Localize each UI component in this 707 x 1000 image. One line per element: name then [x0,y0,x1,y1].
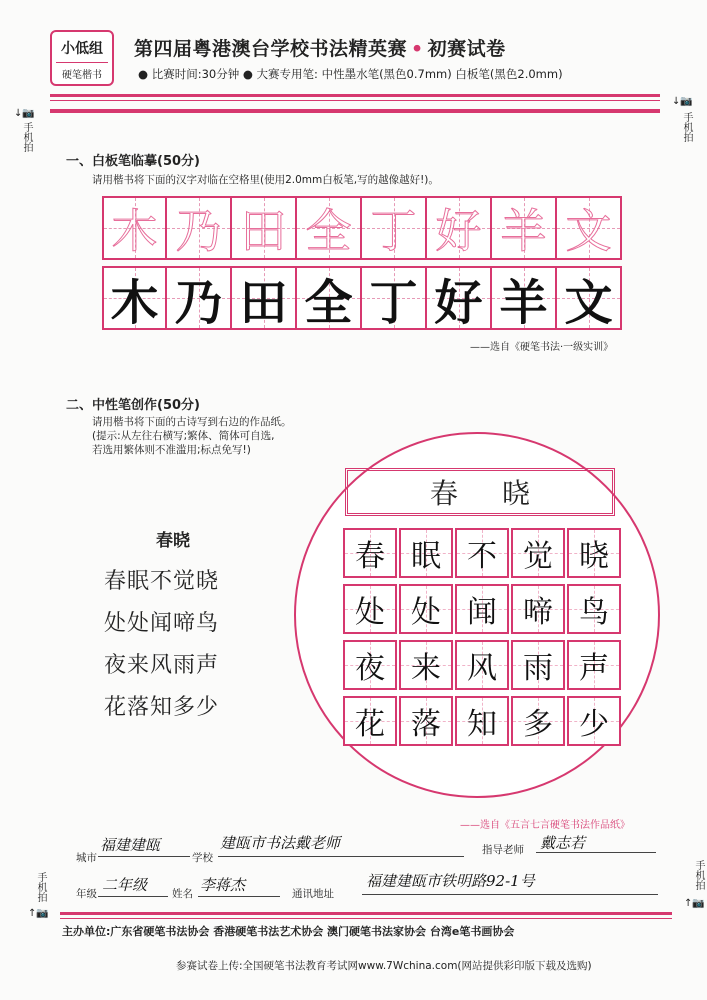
exam-info: ● 比赛时间:30分钟 ● 大赛专用笔: 中性墨水笔(黑色0.7mm) 白板笔(黑色2.0mm) [138,67,563,81]
work-title-box [345,468,615,516]
section1-heading: 一、白板笔临摹(50分) [66,154,200,169]
title-main: 第四届粤港澳台学校书法精英赛 [134,38,408,60]
work-row-2 [343,584,623,634]
section2-heading: 二、中性笔创作(50分) [66,398,200,413]
trace-cell[interactable]: 全 [297,196,362,260]
trace-cell[interactable]: 丁 [362,196,427,260]
camera-icon-right-top: ↓📷 [672,96,693,107]
poem-line: 春眠不觉晓 [104,569,220,594]
work-cell[interactable]: 闻 [455,584,509,634]
poem-title: 春晓 [156,531,190,551]
work-cell[interactable]: 风 [455,640,509,690]
name-label: 姓名 [172,888,193,900]
trace-cell[interactable]: 田 [232,196,297,260]
section1-source: ——选自《硬笔书法·一级实训》 [470,342,614,353]
work-cell[interactable]: 知 [455,696,509,746]
school-label: 学校 [192,852,213,864]
model-grid [102,266,622,330]
model-cell: 好 [427,266,492,330]
work-cell[interactable]: 声 [567,640,621,690]
poem-line: 花落知多少 [104,695,220,720]
address-underline [362,894,658,895]
section2-hint-1: (提示:从左往右横写;繁体、简体可自选, [92,430,275,442]
work-row-1 [343,528,623,578]
work-cell[interactable]: 鸟 [567,584,621,634]
work-cell[interactable]: 落 [399,696,453,746]
organizers: 主办单位:广东省硬笔书法协会 香港硬笔书法艺术协会 澳门硬笔书法家协会 台湾e笔书画协会 [62,925,515,938]
city-underline [98,856,190,857]
header-rule-thin [50,100,660,101]
address-label: 通讯地址 [292,888,334,900]
camera-icon-left-bottom: ↑📷 [28,908,49,919]
city-field[interactable]: 福建建瓯 [100,836,161,854]
trace-grid [102,196,622,260]
work-cell[interactable]: 啼 [511,584,565,634]
footer-upload-info: 参赛试卷上传:全国硬笔书法教育考试网www.7Wchina.com(网站提供彩印版下载及选购) [176,960,592,972]
section2-hint-2: 若选用繁体则不准滥用;标点免写!) [92,444,251,456]
header-rule-thick [50,109,660,113]
work-cell[interactable]: 眠 [399,528,453,578]
grade-field[interactable]: 二年级 [102,876,148,894]
group-badge [50,30,114,86]
trace-cell[interactable]: 羊 [492,196,557,260]
model-cell: 文 [557,266,622,330]
city-label: 城市 [76,852,97,864]
teacher-label: 指导老师 [482,844,524,856]
side-note-right-bottom: 手机拍 [693,860,704,890]
category-label: 硬笔楷书 [56,62,108,81]
work-cell[interactable]: 不 [455,528,509,578]
model-cell: 乃 [167,266,232,330]
trace-cell[interactable]: 好 [427,196,492,260]
work-cell[interactable]: 觉 [511,528,565,578]
side-note-left-top: 手机拍 [21,122,32,152]
work-cell[interactable]: 来 [399,640,453,690]
page-title [134,34,506,61]
school-underline [218,856,464,857]
footer-rule [60,912,672,915]
header-rule [50,94,660,97]
poem-line: 处处闻啼鸟 [104,611,220,636]
side-note-right-top: 手机拍 [681,112,692,142]
address-field[interactable]: 福建建瓯市铁明路92-1号 [366,872,535,890]
work-cell[interactable]: 花 [343,696,397,746]
name-field[interactable]: 李蒋杰 [200,876,246,894]
section1-instruction: 请用楷书将下面的汉字对临在空格里(使用2.0mm白板笔,写的越像越好!)。 [92,174,439,186]
title-sub: 初赛试卷 [427,38,506,60]
work-cell[interactable]: 少 [567,696,621,746]
work-title-char: 晓 [502,477,531,510]
trace-cell[interactable]: 乃 [167,196,232,260]
model-cell: 木 [102,266,167,330]
camera-icon-left-top: ↓📷 [14,108,35,119]
teacher-field[interactable]: 戴志若 [540,834,586,852]
work-cell[interactable]: 夜 [343,640,397,690]
teacher-underline [536,852,656,853]
work-cell[interactable]: 雨 [511,640,565,690]
work-title-char: 春 [429,477,458,510]
work-cell[interactable]: 处 [399,584,453,634]
work-row-4 [343,696,623,746]
work-cell[interactable]: 处 [343,584,397,634]
group-label: 小低组 [61,41,103,57]
side-note-left-bottom: 手机拍 [35,872,46,902]
model-cell: 田 [232,266,297,330]
work-cell[interactable]: 晓 [567,528,621,578]
poem-line: 夜来风雨声 [104,653,220,678]
work-row-3 [343,640,623,690]
trace-cell[interactable]: 文 [557,196,622,260]
camera-icon-right-bottom: ↑📷 [684,898,705,909]
section2-source: ——选自《五言七言硬笔书法作品纸》 [460,820,630,831]
model-cell: 全 [297,266,362,330]
work-cell[interactable]: 春 [343,528,397,578]
title-dot: • [411,38,424,60]
section2-instruction: 请用楷书将下面的古诗写到右边的作品纸。 [92,416,292,428]
school-field[interactable]: 建瓯市书法戴老师 [220,834,341,852]
model-cell: 丁 [362,266,427,330]
name-underline [198,896,280,897]
model-cell: 羊 [492,266,557,330]
grade-underline [98,896,168,897]
work-cell[interactable]: 多 [511,696,565,746]
trace-cell[interactable]: 木 [102,196,167,260]
footer-rule-thin [60,918,672,919]
grade-label: 年级 [76,888,97,900]
